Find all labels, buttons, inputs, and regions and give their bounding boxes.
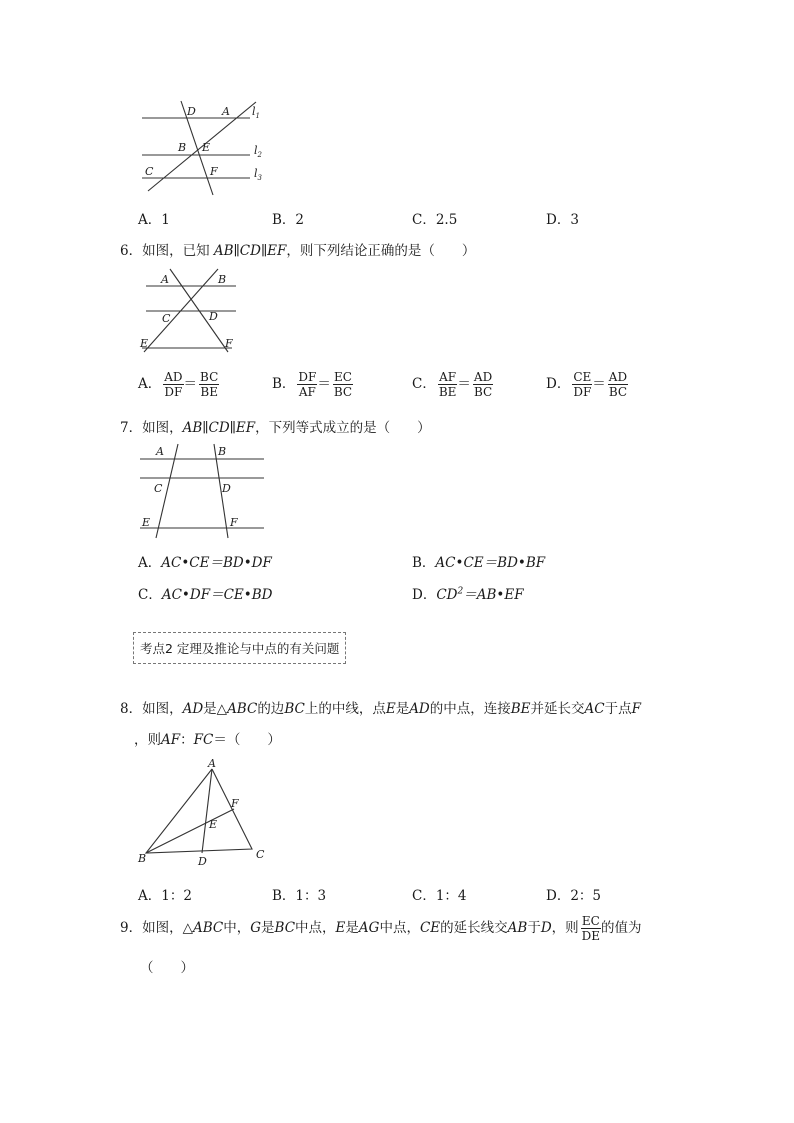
label-D: D	[209, 310, 218, 323]
label-E: E	[142, 516, 151, 529]
q8-option-c[interactable]: C．1：4	[412, 888, 467, 904]
label-A: A	[208, 757, 216, 770]
question-8-line2: ，则AF：FC＝（ ）	[134, 732, 281, 748]
label-B: B	[218, 273, 227, 286]
q5-option-d[interactable]: D．3	[546, 212, 579, 228]
question-9-line2: （ ）	[140, 960, 194, 976]
question-text: 如图，已知	[142, 243, 214, 259]
q6-option-c[interactable]: C． $\frac{AF}{BE}$ ＝ $\frac{AD}{BC}$	[412, 370, 493, 399]
q7-option-a[interactable]: A．AC•CE＝BD•DF	[138, 555, 272, 571]
label-A: A	[222, 105, 230, 118]
figure-q7	[138, 442, 268, 540]
q8-option-d[interactable]: D．2：5	[546, 888, 602, 904]
label-l2: $l_2$	[254, 144, 262, 159]
question-math: AB∥CD∥EF	[182, 420, 256, 436]
figure-q6	[138, 266, 248, 356]
label-E: E	[140, 337, 149, 350]
question-text-end: ，下列等式成立的是（ ）	[255, 420, 431, 436]
label-D: D	[222, 482, 231, 495]
question-text: 如图，	[142, 420, 183, 436]
label-l3: $l_3$	[254, 167, 262, 182]
label-C: C	[154, 482, 163, 495]
question-number: 7．	[120, 420, 143, 436]
q8-option-b[interactable]: B．1：3	[272, 888, 327, 904]
label-C: C	[162, 312, 171, 325]
question-number: 6．	[120, 243, 143, 259]
q7-option-b[interactable]: B．AC•CE＝BD•BF	[412, 555, 546, 571]
question-text-end: ，则下列结论正确的是（ ）	[286, 243, 476, 259]
q5-option-b[interactable]: B．2	[272, 212, 305, 228]
label-D: D	[187, 105, 196, 118]
question-7	[120, 416, 431, 436]
q5-option-a[interactable]: A．1	[138, 212, 170, 228]
label-E: E	[202, 141, 211, 154]
q6-option-d[interactable]: D． $\frac{CE}{DF}$ ＝ $\frac{AD}{BC}$	[546, 370, 628, 399]
q6-option-b[interactable]: B． $\frac{DF}{AF}$ ＝ $\frac{EC}{BC}$	[272, 370, 353, 399]
q6-option-a[interactable]: A． $\frac{AD}{DF}$ ＝ $\frac{BC}{BE}$	[138, 370, 219, 399]
label-A: A	[156, 445, 164, 458]
label-l1: $l_1$	[252, 105, 260, 120]
label-B: B	[218, 445, 227, 458]
section-label: 考点2 定理及推论与中点的有关问题	[140, 641, 340, 656]
triangle-ABC	[146, 769, 252, 853]
question-6	[120, 239, 475, 259]
line-BF	[146, 809, 234, 853]
label-C: C	[145, 165, 154, 178]
question-math: AB∥CD∥EF	[213, 243, 287, 259]
label-D: D	[198, 855, 207, 868]
label-F: F	[225, 337, 233, 350]
figure-q5	[138, 98, 278, 198]
question-8: 8．如图，AD是△ABC的边BC上的中线，点E是AD的中点，连接BE并延长交AC于点F	[120, 701, 642, 717]
q5-option-c[interactable]: C．2.5	[412, 212, 458, 228]
label-C: C	[256, 848, 265, 861]
label-F: F	[210, 165, 218, 178]
section-heading	[133, 632, 346, 664]
q7-option-d[interactable]: D．$CD^2=AB•EF$	[412, 586, 524, 603]
median-AD	[202, 769, 212, 853]
label-F: F	[230, 516, 238, 529]
label-F: F	[231, 797, 239, 810]
label-A: A	[161, 273, 169, 286]
label-E: E	[209, 818, 218, 831]
label-B: B	[138, 852, 147, 865]
figure-q8	[132, 756, 272, 872]
q8-option-a[interactable]: A．1：2	[138, 888, 192, 904]
question-9: 9．如图，△ABC中，G是BC中点，E是AG中点，CE的延长线交AB于D，则 $\frac{EC}{DE}$ 的值为	[120, 914, 642, 943]
label-B: B	[178, 141, 187, 154]
q7-option-c[interactable]: C．AC•DF＝CE•BD	[138, 587, 273, 603]
